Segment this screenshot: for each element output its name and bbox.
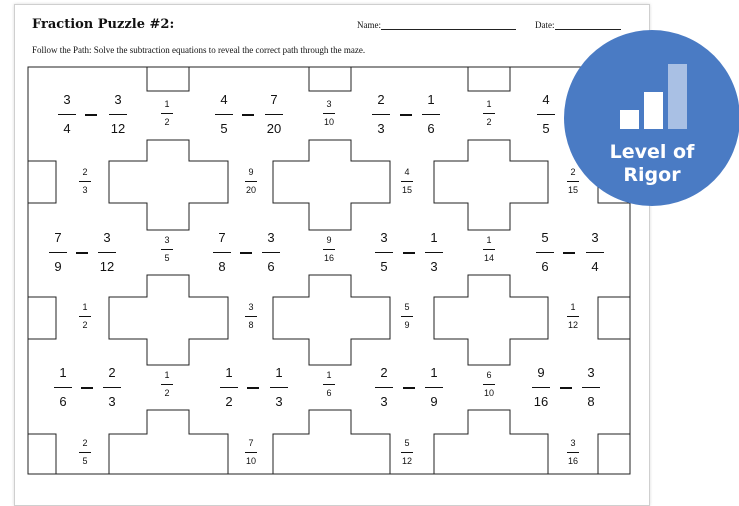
equation-7-subtrahend: 1 3 xyxy=(425,230,443,274)
equation-3-minuend: 2 3 xyxy=(372,92,390,136)
answer-fraction: 1 12 xyxy=(567,302,578,330)
minus-sign xyxy=(76,252,88,254)
equation-2-subtrahend: 7 20 xyxy=(266,92,282,136)
equation-9-subtrahend: 2 3 xyxy=(103,365,121,409)
answer-fraction: 3 16 xyxy=(567,438,578,466)
equation-8-minuend: 5 6 xyxy=(536,230,554,274)
answer-fraction: 6 10 xyxy=(483,370,494,398)
answer-fraction: 3 5 xyxy=(161,235,173,263)
equation-10-subtrahend: 1 3 xyxy=(270,365,288,409)
equation-11-minuend: 2 3 xyxy=(375,365,393,409)
equation-1-subtrahend: 3 12 xyxy=(110,92,126,136)
answer-fraction: 1 6 xyxy=(323,370,335,398)
worksheet-title: Fraction Puzzle #2: xyxy=(32,17,175,32)
answer-fraction: 5 12 xyxy=(401,438,412,466)
answer-fraction: 5 9 xyxy=(401,302,413,330)
answer-fraction: 9 20 xyxy=(245,167,256,195)
answer-fraction: 1 2 xyxy=(483,99,495,127)
answer-fraction: 2 5 xyxy=(79,438,91,466)
minus-sign xyxy=(85,114,97,116)
equation-5-subtrahend: 3 12 xyxy=(99,230,115,274)
answer-fraction: 1 2 xyxy=(161,99,173,127)
equation-7-minuend: 3 5 xyxy=(375,230,393,274)
equation-6-subtrahend: 3 6 xyxy=(262,230,280,274)
minus-sign xyxy=(81,387,93,389)
equation-5-minuend: 7 9 xyxy=(49,230,67,274)
minus-sign xyxy=(400,114,412,116)
badge-line-2: Rigor xyxy=(623,164,681,186)
minus-sign xyxy=(242,114,254,116)
name-label: Name: xyxy=(357,20,381,30)
badge-line-1: Level of xyxy=(609,141,695,163)
date-label: Date: xyxy=(535,20,555,30)
equation-10-minuend: 1 2 xyxy=(220,365,238,409)
equation-4-minuend: 4 5 xyxy=(537,92,555,136)
minus-sign xyxy=(240,252,252,254)
equation-12-minuend: 9 16 xyxy=(533,365,549,409)
equation-12-subtrahend: 3 8 xyxy=(582,365,600,409)
equation-1-minuend: 3 4 xyxy=(58,92,76,136)
answer-fraction: 9 16 xyxy=(323,235,334,263)
equation-9-minuend: 1 6 xyxy=(54,365,72,409)
minus-sign xyxy=(247,387,259,389)
minus-sign xyxy=(563,252,575,254)
answer-fraction: 1 2 xyxy=(161,370,173,398)
minus-sign xyxy=(403,387,415,389)
equation-11-subtrahend: 1 9 xyxy=(425,365,443,409)
answer-fraction: 3 8 xyxy=(245,302,257,330)
equation-3-subtrahend: 1 6 xyxy=(422,92,440,136)
minus-sign xyxy=(403,252,415,254)
answer-fraction: 4 15 xyxy=(401,167,412,195)
equation-8-subtrahend: 3 4 xyxy=(586,230,604,274)
answer-fraction: 7 10 xyxy=(245,438,256,466)
answer-fraction: 3 10 xyxy=(323,99,334,127)
answer-fraction: 1 14 xyxy=(483,235,494,263)
level-of-rigor-badge xyxy=(564,30,739,206)
minus-sign xyxy=(560,387,572,389)
instructions: Follow the Path: Solve the subtraction equations to reveal the correct path through the maze. xyxy=(32,45,366,55)
equation-6-minuend: 7 8 xyxy=(213,230,231,274)
answer-fraction: 1 2 xyxy=(79,302,91,330)
answer-fraction: 2 15 xyxy=(567,167,578,195)
equation-2-minuend: 4 5 xyxy=(215,92,233,136)
answer-fraction: 2 3 xyxy=(79,167,91,195)
